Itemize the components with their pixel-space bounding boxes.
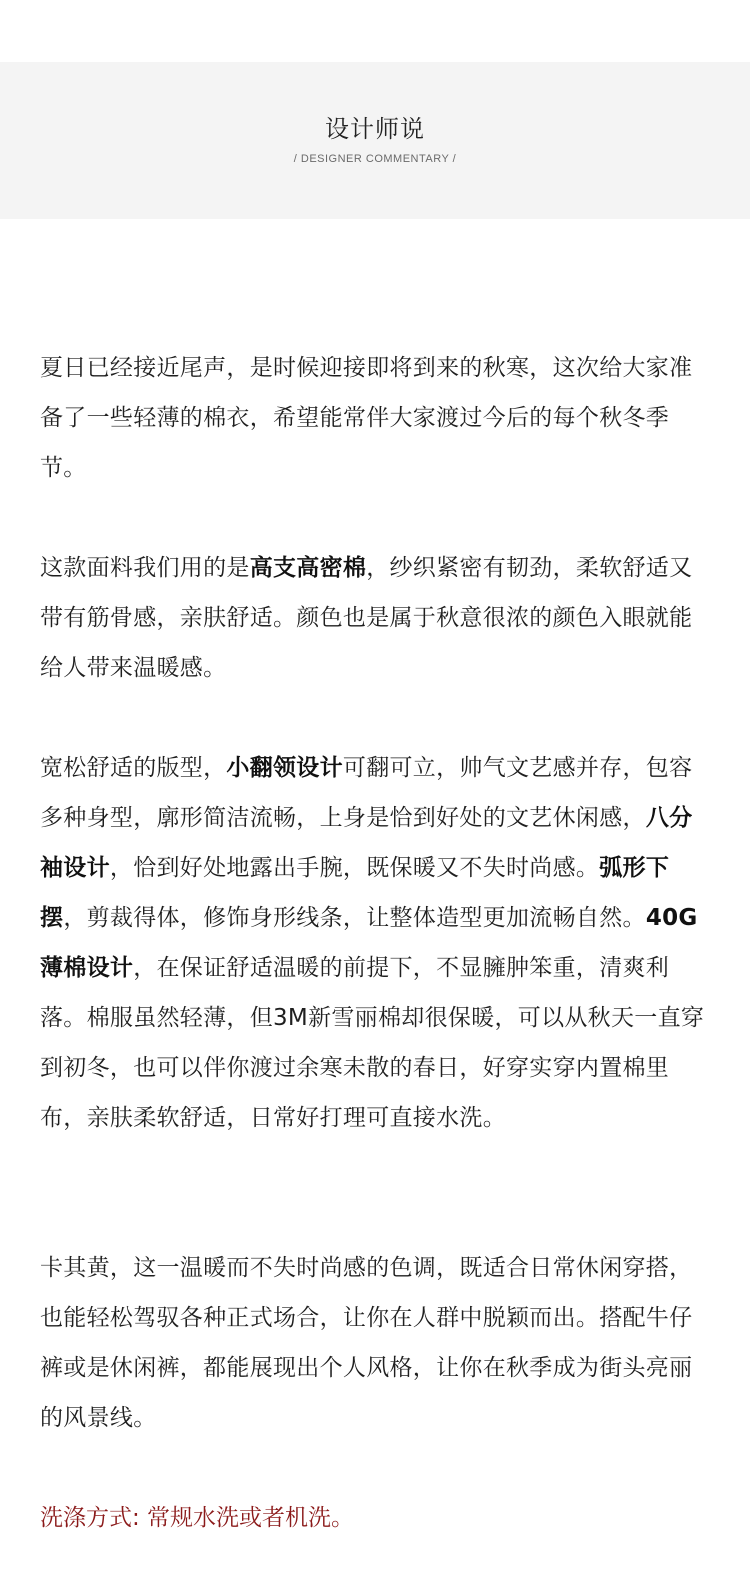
fabric-paragraph <box>40 543 712 693</box>
design-text: 宽松舒适的版型， <box>40 755 227 781</box>
intro-paragraph <box>40 343 712 493</box>
fabric-text: ，纱织紧密有韧劲，柔软舒适又带有筋骨感，亲肤舒适。颜色也是属于秋意很浓的颜色入眼就能给人带来温暖感。 <box>40 555 693 681</box>
design-text: 可翻可立，帅气文艺感并存，包容多种身型，廓形简洁流畅，上身是恰到好处的文艺休闲感， <box>40 755 693 831</box>
design-text: ，恰到好处地露出手腕，既保暖又不失时尚感。 <box>109 855 600 881</box>
section-subtitle: / DESIGNER COMMENTARY / <box>293 153 457 165</box>
collar-highlight: 小翻领设计 <box>226 755 343 781</box>
care-text: 洗涤方式: 常规水洗或者机洗。 <box>40 1505 355 1531</box>
design-text: ，在保证舒适温暖的前提下，不显臃肿笨重，清爽利落。棉服虽然轻薄，但3M新雪丽棉却很保暖，可以从秋天一直穿到初冬，也可以伴你渡过余寒未散的春日，好穿实穿内置棉里布，亲肤柔软舒适，日常好打理可直接水洗。 <box>40 955 705 1131</box>
fabric-highlight: 高支高密棉 <box>249 555 367 581</box>
fabric-text: 这款面料我们用的是 <box>40 555 250 581</box>
hem-highlight: 弧形下摆 <box>40 855 670 931</box>
color-text: 卡其黄，这一温暖而不失时尚感的色调，既适合日常休闲穿搭，也能轻松驾驭各种正式场合，让你在人群中脱颖而出。搭配牛仔裤或是休闲裤，都能展现出个人风格，让你在秋季成为街头亮丽的风景线。 <box>40 1255 693 1431</box>
design-paragraph <box>40 743 712 1143</box>
intro-text: 夏日已经接近尾声，是时候迎接即将到来的秋寒，这次给大家准备了一些轻薄的棉衣，希望能常伴大家渡过今后的每个秋冬季节。 <box>40 355 693 481</box>
design-text: ，剪裁得体，修饰身形线条，让整体造型更加流畅自然。 <box>63 905 646 931</box>
sleeve-highlight: 八分袖设计 <box>40 805 693 881</box>
color-paragraph <box>40 1243 712 1443</box>
padding-highlight: 40G薄棉设计 <box>40 905 698 981</box>
care-instructions <box>40 1493 712 1543</box>
section-title: 设计师说 <box>325 115 425 143</box>
